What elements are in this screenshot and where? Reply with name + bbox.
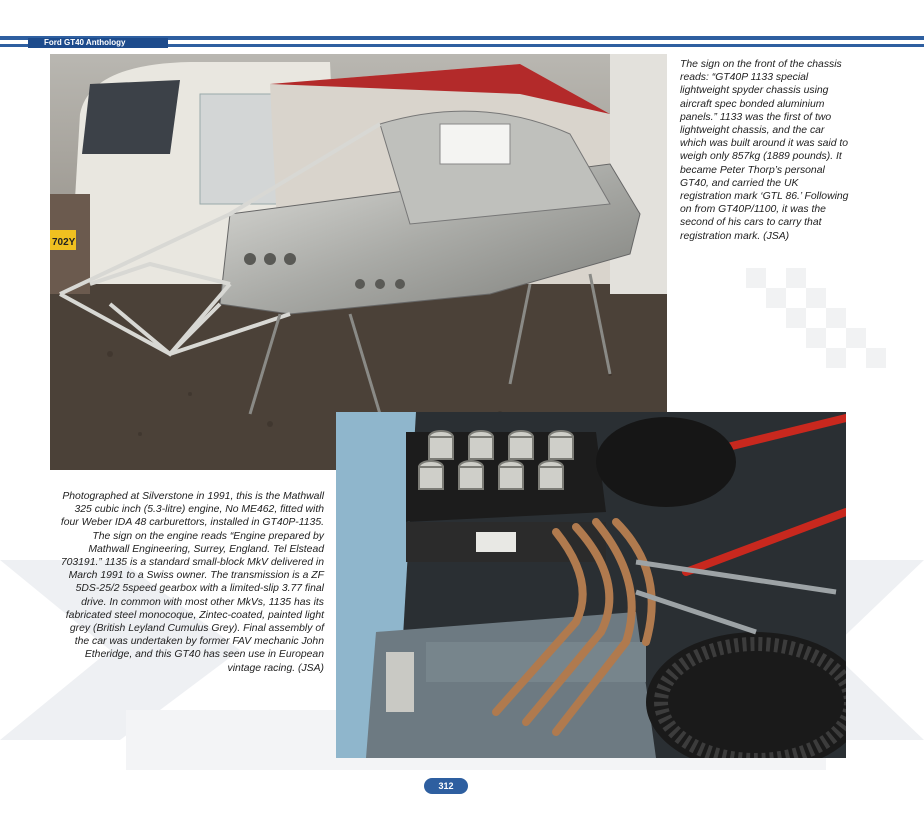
engine-illustration bbox=[336, 412, 846, 758]
checker-flag-motif bbox=[726, 258, 906, 418]
running-header: Ford GT40 Anthology bbox=[28, 38, 168, 48]
chassis-illustration bbox=[50, 54, 667, 470]
engine-caption: Photographed at Silverstone in 1991, this is the Mathwall 325 cubic inch (5.3-litre) engine, No ME462, fitted with four Weber IDA 48 carburettors, installed in GT40P-1135. The sign on the engine reads “Engine prepared by Mathwall Engineering, Surrey, England. Tel Elstead 703191.” 1135 is a standard small-block MkV delivered in March 1991 to a Swiss owner. The transmission is a ZF 5DS-25/2 5speed gearbox with a limited-slip 3.77 final drive. In common with most other MkVs, 1135 has its fabricated steel monocoque, Zintec-coated, painted light grey (British Leyland Cumulus Grey). Final assembly of the car was undertaken by former FAV mechanic John Etheridge, and this GT40 has seen use in European vintage racing. (JSA) bbox=[60, 491, 324, 674]
page-number: 312 bbox=[424, 778, 468, 794]
chassis-caption: The sign on the front of the chassis reads: “GT40P 1133 special lightweight spyder chassis using aircraft spec bonded aluminium panels.” 1133 was the first of two lightweight chassis, and the car which was built around it was said to weigh only 857kg (1889 pounds). It became Peter Thorp’s personal GT40, and carried the UK registration mark ‘GTL 86.’ Following on from GT40P/1100, it was the second of his cars to carry that registration mark. (JSA) bbox=[680, 59, 849, 242]
chassis-photo bbox=[50, 54, 667, 470]
plate-text: 702Y bbox=[52, 237, 76, 248]
engine-photo bbox=[336, 412, 846, 758]
